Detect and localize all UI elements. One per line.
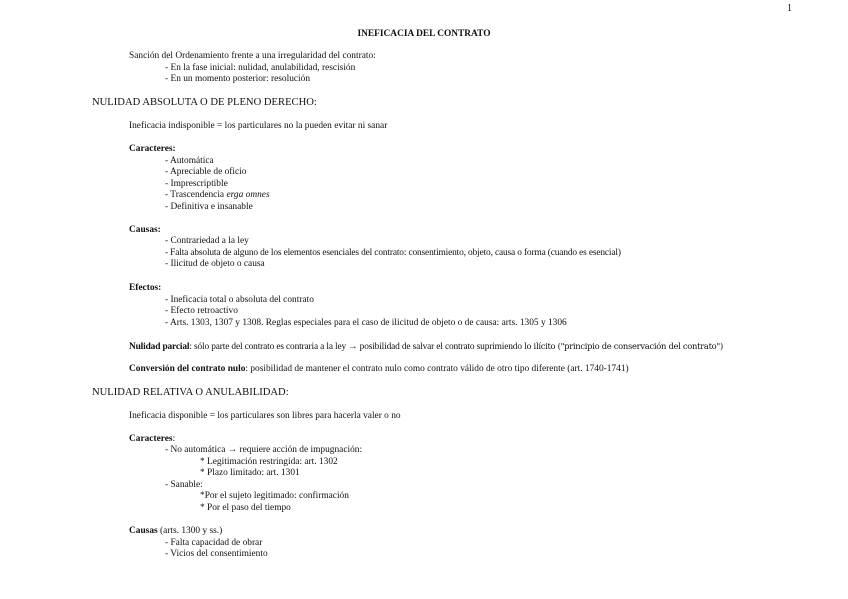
sanable-item: - Sanable: bbox=[165, 480, 203, 490]
caracteres-relativa-heading bbox=[129, 434, 175, 446]
caracteres-relativa-colon: : bbox=[172, 434, 176, 444]
nulidad-parcial-label: Nulidad parcial bbox=[129, 342, 190, 352]
causas-relativa-label: Causas bbox=[129, 526, 158, 536]
causa-item: - Ilicitud de objeto o causa bbox=[165, 259, 265, 269]
sub-item: * Legitimación restringida: art. 1302 bbox=[200, 457, 338, 467]
efecto-item: - Arts. 1303, 1307 y 1308. Reglas especiales para el caso de ilicitud de objeto o de causa: arts. 1305 y 1306 bbox=[165, 318, 567, 328]
caracter-item-trascendencia bbox=[165, 190, 270, 202]
intro-lead: Sanción del Ordenamiento frente a una irregularidad del contrato: bbox=[129, 51, 376, 61]
sub-item: *Por el sujeto legitimado: confirmación bbox=[200, 491, 349, 501]
section-heading-nulidad-absoluta: NULIDAD ABSOLUTA O DE PLENO DERECHO: bbox=[92, 97, 317, 108]
erga-omnes-text: erga omnes bbox=[226, 190, 270, 200]
nulidad-parcial-principio: lo ilícito ("principio de conservación del contrato") bbox=[524, 341, 723, 351]
causa-relativa-item: - Falta capacidad de obrar bbox=[165, 538, 263, 548]
caracter-item: - Apreciable de oficio bbox=[165, 167, 247, 177]
causa-item: - Falta absoluta de alguno de los elementos esenciales del contrato: consentimiento, objeto, causa o forma (cuando es esencial) bbox=[165, 248, 621, 258]
causas-relativa-heading bbox=[129, 526, 222, 538]
sub-item: * Por el paso del tiempo bbox=[200, 503, 291, 513]
conversion-text: : posibilidad de mantener el contrato nulo como contrato válido de otro tipo diferente (art. 1740-1741) bbox=[245, 364, 629, 374]
efecto-item: - Efecto retroactivo bbox=[165, 306, 238, 316]
nulidad-parcial-text: : sólo parte del contrato es contraria a la ley → posibilidad de salvar el contrato suprimiendo bbox=[189, 342, 525, 352]
page-number: 1 bbox=[787, 3, 792, 14]
nulidad-parcial-paragraph bbox=[129, 341, 723, 354]
caracteres-label: Caracteres: bbox=[129, 144, 176, 154]
section-heading-nulidad-relativa: NULIDAD RELATIVA O ANULABILIDAD: bbox=[92, 387, 289, 398]
caracter-item: - Definitiva e insanable bbox=[165, 202, 253, 212]
caracteres-relativa-label: Caracteres bbox=[129, 434, 173, 444]
caracter-item: - Automática bbox=[165, 156, 214, 166]
intro-item: - En un momento posterior: resolución bbox=[165, 74, 311, 84]
causas-relativa-note: (arts. 1300 y ss.) bbox=[157, 526, 223, 536]
sub-item: * Plazo limitado: art. 1301 bbox=[200, 468, 300, 478]
efecto-item: - Ineficacia total o absoluta del contrato bbox=[165, 295, 314, 305]
causas-label: Causas: bbox=[129, 225, 161, 235]
causa-item: - Contrariedad a la ley bbox=[165, 236, 249, 246]
efectos-label: Efectos: bbox=[129, 283, 162, 293]
definition-nulidad-absoluta: Ineficacia indisponible = los particulares no la pueden evitar ni sanar bbox=[129, 121, 388, 131]
conversion-paragraph bbox=[129, 364, 629, 376]
caracter-item: - Imprescriptible bbox=[165, 179, 228, 189]
no-automatica-item: - No automática → requiere acción de impugnación: bbox=[165, 445, 363, 455]
trascendencia-text: - Trascendencia bbox=[165, 190, 227, 200]
causa-relativa-item: - Vicios del consentimiento bbox=[165, 549, 268, 559]
intro-item: - En la fase inicial: nulidad, anulabilidad, rescisión bbox=[165, 63, 356, 73]
definition-nulidad-relativa: Ineficacia disponible = los particulares son libres para hacerla valer o no bbox=[129, 411, 401, 421]
document-title: INEFICACIA DEL CONTRATO bbox=[357, 29, 491, 39]
conversion-label: Conversión del contrato nulo bbox=[129, 364, 246, 374]
